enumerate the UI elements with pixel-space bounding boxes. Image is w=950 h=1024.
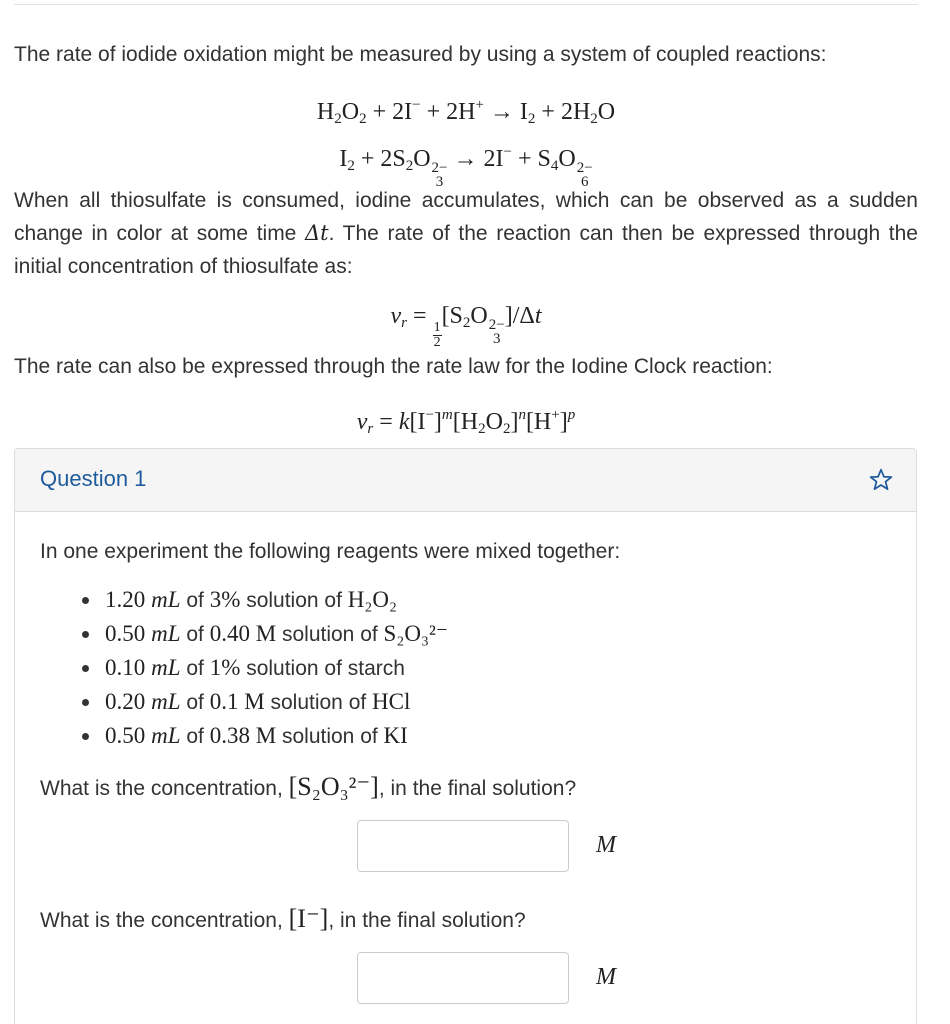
delta-t: Δt <box>304 221 329 245</box>
rate-equation-1: $v_r$ = $\frac{1}{2}$ [$S_2O$ 2− 3 ]/Δt <box>390 303 542 350</box>
iodide-concentration-input[interactable] <box>357 952 569 1004</box>
reagent-list <box>40 583 448 753</box>
question-1-text: What is the concentration, [S₂O₃²⁻], in the final solution? <box>40 772 577 801</box>
unit-label-2: M <box>596 964 616 990</box>
rate-equation-2: $v_r = k[I^-]^m[H_2O_2]^n[H^+]^p$ <box>356 407 576 437</box>
list-item: 1.20 mL of 3% solution of H₂O₂ <box>40 583 448 617</box>
list-item: 0.20 mL of 0.1 M solution of HCl <box>40 685 448 719</box>
thiosulfate-concentration-input[interactable] <box>357 820 569 872</box>
question-2-text: What is the concentration, [I⁻], in the final solution? <box>40 904 526 933</box>
list-item: 0.10 mL of 1% solution of starch <box>40 651 448 685</box>
rate-law-paragraph: The rate can also be expressed through the rate law for the Iodine Clock reaction: <box>14 355 773 378</box>
unit-label-1: M <box>596 832 616 858</box>
reagents-intro: In one experiment the following reagents were mixed together: <box>40 540 621 563</box>
question-title: Question 1 <box>40 466 147 491</box>
intro-text: The rate of iodide oxidation might be measured by using a system of coupled reactions: <box>14 43 827 66</box>
question-heading <box>15 449 916 512</box>
list-item: 0.50 mL of 0.40 M solution of S₂O₃²⁻ <box>40 617 448 651</box>
thiosulfate-paragraph: When all thiosulfate is consumed, iodine accumulates, which can be observed as a sudden change in color at some time Δt. The rate of the reaction can then be expressed through the initial concentration of thiosulfate as: <box>14 189 918 278</box>
question-panel <box>14 448 917 1024</box>
reaction-2: $I_2 + 2S_2O$ 2− 3 → $2I^- + S_4O$ 2− 6 <box>339 144 593 190</box>
reaction-1: $H_2O_2 + 2I^- + 2H^+ \to I_2 + 2H_2O$ <box>316 97 616 127</box>
top-divider <box>14 4 918 5</box>
star-outline-icon[interactable] <box>868 467 894 493</box>
list-item: 0.50 mL of 0.38 M solution of KI <box>40 719 448 753</box>
